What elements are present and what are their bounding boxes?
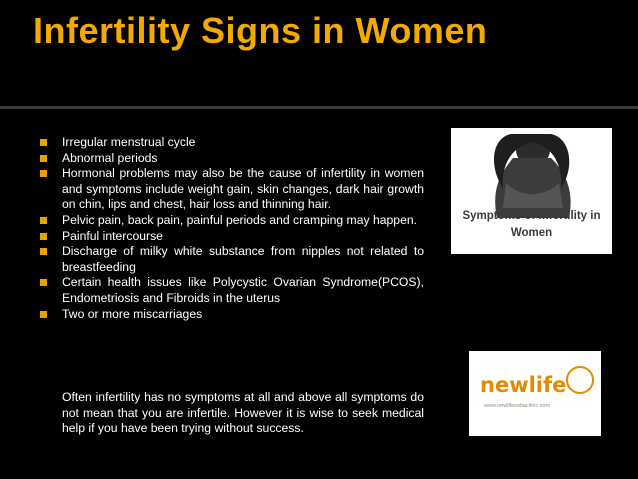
divider: [0, 106, 638, 109]
bullet-item: Two or more miscarriages: [40, 307, 424, 323]
bullet-item: Pelvic pain, back pain, painful periods and cramping may happen.: [40, 213, 424, 229]
bullet-square-icon: [40, 155, 47, 162]
summary-paragraph: Often infertility has no symptoms at all and above all symptoms do not mean that you are infertile. However it is wise to seek medical help if you have been trying without success.: [62, 390, 424, 436]
bullet-square-icon: [40, 279, 47, 286]
logo-wordmark: newlife: [480, 373, 567, 397]
bullet-item: Irregular menstrual cycle: [40, 135, 424, 151]
bullet-item: Abnormal periods: [40, 151, 424, 167]
slide-title: Infertility Signs in Women: [33, 10, 488, 51]
bullet-list: [40, 135, 424, 322]
mother-child-icon: [566, 366, 594, 394]
logo-url: www.newlifeindiaclinic.com: [484, 403, 551, 409]
title-band: [0, 0, 638, 106]
bullet-square-icon: [40, 233, 47, 240]
bullet-item: Hormonal problems may also be the cause of infertility in women and symptoms include weight gain, skin changes, dark hair growth on chin, lips and chest, hair loss and thinning hair.: [40, 166, 424, 213]
bullet-item: Discharge of milky white substance from nipples not related to breastfeeding: [40, 244, 424, 275]
bullet-square-icon: [40, 248, 47, 255]
bullet-square-icon: [40, 311, 47, 318]
bullet-item: Painful intercourse: [40, 229, 424, 245]
newlife-logo: [469, 351, 601, 436]
bullet-square-icon: [40, 217, 47, 224]
bullet-square-icon: [40, 170, 47, 177]
bullet-item: Certain health issues like Polycystic Ovarian Syndrome(PCOS), Endometriosis and Fibroids in the uterus: [40, 275, 424, 306]
bullet-square-icon: [40, 139, 47, 146]
infertility-woman-image: [451, 128, 612, 254]
image-caption: Symptoms of Infertility in Women: [462, 210, 601, 239]
